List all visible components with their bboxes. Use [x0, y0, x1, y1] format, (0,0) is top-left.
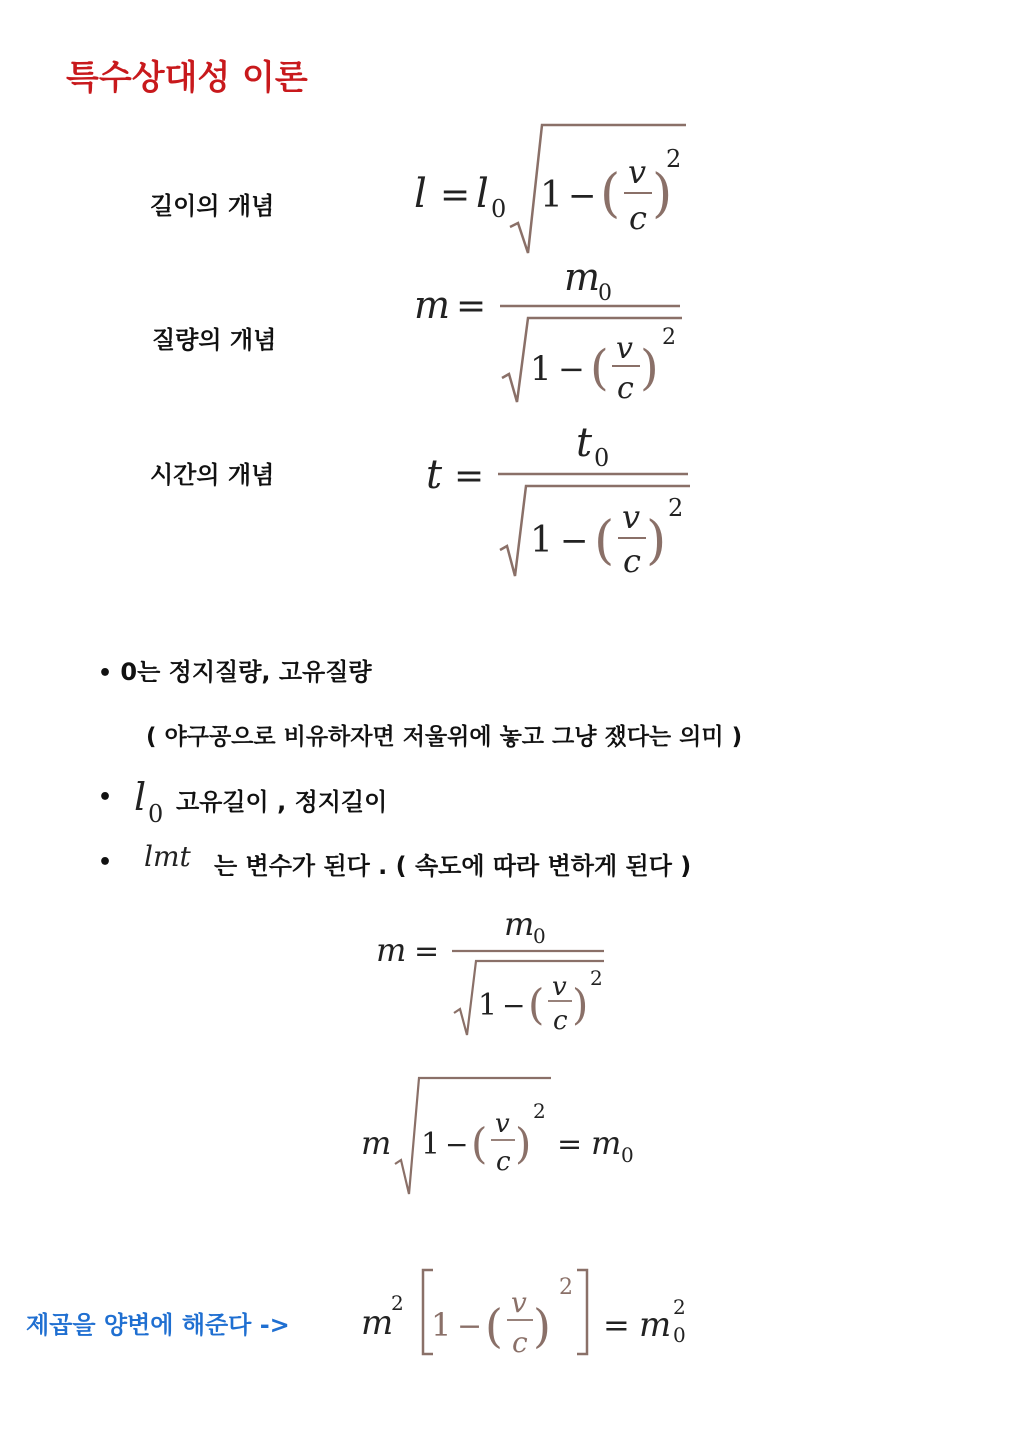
equals-sign: =: [414, 934, 440, 969]
symbol-m0: m: [564, 258, 601, 299]
symbol-c: c: [623, 542, 641, 580]
subscript-zero: 0: [594, 444, 610, 472]
l0-symbol: [128, 770, 174, 826]
subscript-zero: 0: [533, 924, 546, 948]
symbol-t: t: [426, 452, 443, 498]
bullet-rest-mass-text: 0는 정지질량, 고유질량: [120, 658, 372, 686]
symbol-v: v: [622, 498, 641, 536]
subscript-zero: 0: [148, 800, 164, 826]
symbol-lmt: lmt: [144, 840, 191, 873]
minus-sign: −: [558, 350, 585, 388]
exponent-two: 2: [533, 1099, 546, 1123]
minus-sign: −: [568, 176, 597, 216]
one: 1: [431, 1306, 452, 1344]
mass-rearranged-formula: [355, 1070, 655, 1205]
symbol-l0: l: [134, 775, 147, 819]
right-paren: ): [533, 1299, 551, 1353]
symbol-l0: l: [476, 171, 489, 217]
time-concept-label: 시간의 개념: [150, 461, 275, 489]
minus-sign: −: [502, 989, 526, 1022]
exponent-two: 2: [559, 1275, 573, 1300]
left-paren: (: [528, 980, 545, 1029]
symbol-v: v: [495, 1109, 510, 1139]
bullet-proper-length-text: 고유길이 , 정지길이: [176, 788, 388, 816]
right-paren: ): [640, 340, 659, 396]
symbol-v: v: [616, 331, 633, 366]
symbol-c: c: [512, 1326, 528, 1359]
symbol-m: m: [414, 283, 451, 327]
right-paren: ): [515, 1119, 532, 1168]
left-paren: (: [590, 340, 609, 396]
symbol-m0: m: [639, 1305, 672, 1345]
bullet-dot: •: [98, 661, 113, 686]
left-paren: (: [485, 1299, 503, 1353]
exponent-two: 2: [590, 966, 603, 990]
equals-sign: =: [456, 286, 487, 327]
one: 1: [540, 175, 563, 216]
lmt-symbol: [140, 836, 210, 876]
equals-sign: =: [557, 1127, 583, 1162]
symbol-m: m: [361, 1303, 394, 1343]
symbol-t0: t: [576, 420, 593, 466]
left-paren: (: [594, 511, 615, 571]
length-formula: [400, 115, 700, 265]
symbol-c: c: [496, 1147, 511, 1177]
mass-formula: [400, 258, 700, 408]
one: 1: [530, 520, 553, 561]
minus-sign: −: [445, 1128, 469, 1161]
minus-sign: −: [560, 521, 589, 561]
squared-formula: [355, 1262, 715, 1372]
symbol-v: v: [552, 972, 567, 1002]
subscript-zero: 0: [621, 1143, 634, 1167]
bullet-dot: •: [98, 850, 113, 875]
symbol-v: v: [628, 153, 647, 191]
symbol-c: c: [629, 199, 647, 237]
one: 1: [530, 349, 552, 389]
square-both-sides-label: 제곱을 양변에 해준다 ->: [26, 1311, 290, 1339]
equals-sign: =: [603, 1306, 630, 1344]
exponent-two: 2: [391, 1291, 404, 1315]
exponent-two: 2: [668, 494, 684, 522]
left-paren: (: [471, 1119, 488, 1168]
page-title: 특수상대성 이론: [66, 58, 308, 98]
exponent-two: 2: [666, 145, 682, 173]
one: 1: [478, 988, 498, 1023]
time-formula: [410, 420, 710, 585]
equals-sign: =: [454, 456, 485, 497]
mass-formula-repeat: [370, 905, 620, 1045]
subscript-zero: 0: [598, 281, 612, 306]
one: 1: [421, 1127, 441, 1162]
exponent-two: 2: [662, 325, 676, 350]
mass-concept-label: 질량의 개념: [152, 326, 277, 354]
symbol-m0: m: [591, 1124, 622, 1162]
symbol-l: l: [414, 171, 427, 217]
minus-sign: −: [457, 1309, 483, 1344]
symbol-c: c: [617, 371, 634, 406]
right-paren: ): [652, 164, 673, 224]
left-paren: (: [600, 164, 621, 224]
right-paren: ): [646, 511, 667, 571]
symbol-c: c: [553, 1006, 568, 1036]
symbol-m: m: [376, 931, 407, 969]
right-bracket: [577, 1270, 587, 1354]
bullet-dot: •: [98, 785, 113, 810]
right-paren: ): [572, 980, 589, 1029]
subscript-zero: 0: [673, 1323, 686, 1347]
length-concept-label: 길이의 개념: [150, 192, 275, 220]
exponent-two: 2: [673, 1295, 686, 1319]
equals-sign: =: [440, 175, 471, 216]
subscript-zero: 0: [491, 195, 507, 223]
symbol-m0: m: [504, 905, 535, 943]
baseball-analogy-note: ( 야구공으로 비유하자면 저울위에 놓고 그냥 쟀다는 의미 ): [146, 724, 743, 750]
symbol-v: v: [511, 1286, 527, 1319]
symbol-m: m: [361, 1124, 392, 1162]
bullet-rest-mass: [98, 652, 372, 687]
bullet-variables-text: 는 변수가 된다 . ( 속도에 따라 변하게 된다 ): [214, 852, 692, 880]
